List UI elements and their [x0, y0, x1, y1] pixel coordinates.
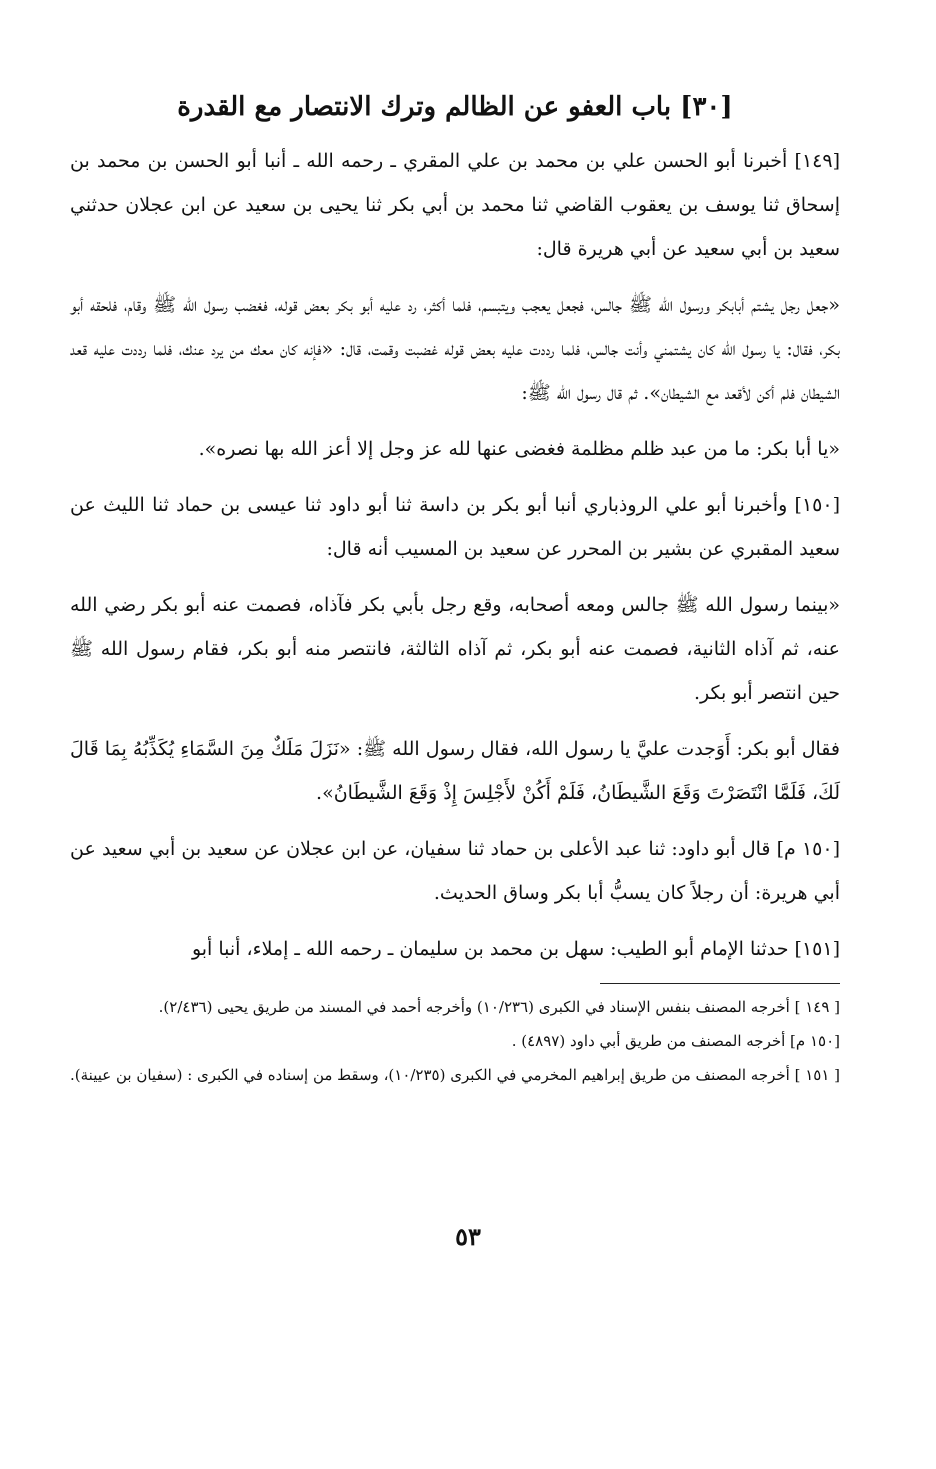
footnote-151: [ ١٥١ ] أخرجه المصنف من طريق إبراهيم المخرمي في الكبرى (١٠/٢٣٥)، وسقط من إسناده في الكبرى : (سفيان بن عيينة). [70, 1066, 840, 1084]
footnote-divider [600, 983, 840, 984]
hadith-150-continuation: فقال أبو بكر: أَوَجدت عليَّ يا رسول الله، فقال رسول الله ﷺ: «نَزَلَ مَلَكٌ مِنَ السَّمَاءِ يُكَذِّبُهُ بِمَا قَالَ لَكَ، فَلَمَّا انْتَصَرْتَ وَقَعَ الشَّيطَانُ، فَلَمْ أَكُنْ لأَجْلِسَ إِذْ وَقَعَ الشَّيطَانُ». [70, 738, 840, 804]
hadith-150m: [١٥٠ م] قال أبو داود: ثنا عبد الأعلى بن حماد ثنا سفيان، عن ابن عجلان عن سعيد بن أبي سعيد عن أبي هريرة: أن رجلاً كان يسبُّ أبا بكر وساق الحديث. [70, 838, 840, 904]
hadith-149-matn: «جعل رجل يشتم أبابكر ورسول الله ﷺ جالس، فجعل يعجب ويتبسم، فلما أكثر، رد عليه أبو بكر بعض قوله، فغضب رسول الله ﷺ وقام، فلحقه أبو بكر، فقال: يا رسول الله كان يشتمني وأنت جالس، فلما رددت عليه بعض قوله غضبت وقمت، قال: «فإنه كان معك من يرد عنك، فلما رددت عليه قعد الشيطان فلم أكن لأقعد مع الشيطان». ثم قال رسول الله ﷺ: [70, 294, 840, 404]
hadith-150-matn: «بينما رسول الله ﷺ جالس ومعه أصحابه، وقع رجل بأبي بكر فآذاه، فصمت عنه أبو بكر رضي الله عنه، ثم آذاه الثانية، فصمت عنه أبو بكر، ثم آذاه الثالثة، فانتصر منه أبو بكر، فقام رسول الله ﷺ حين انتصر أبو بكر. [70, 594, 840, 704]
hadith-149-saying: «يا أبا بكر: ما من عبد ظلم مظلمة فغضى عنها لله عز وجل إلا أعز الله بها نصره». [198, 438, 840, 460]
footnote-150m: [١٥٠ م] أخرجه المصنف من طريق أبي داود (٤٨٩٧) . [511, 1032, 840, 1050]
hadith-149-isnad: [١٤٩] أخبرنا أبو الحسن علي بن محمد بن علي المقري ـ رحمه الله ـ أنبا أبو الحسن بن محمد بن إسحاق ثنا يوسف بن يعقوب القاضي ثنا محمد بن أبي بكر ثنا يحيى بن سعيد عن ابن عجلان حدثني سعيد بن أبي سعيد عن أبي هريرة قال: [70, 150, 840, 260]
chapter-title: [٣٠] باب العفو عن الظالم وترك الانتصار مع القدرة [177, 92, 733, 122]
page-number: ٥٣ [455, 1222, 481, 1251]
hadith-150-isnad: [١٥٠] وأخبرنا أبو علي الروذباري أنبا أبو بكر بن داسة ثنا أبو داود ثنا عيسى بن حماد ثنا الليث عن سعيد المقبري عن بشير بن المحرر عن سعيد بن المسيب أنه قال: [70, 494, 840, 560]
footnotes [70, 992, 840, 1090]
footnote-149: [ ١٤٩ ] أخرجه المصنف بنفس الإسناد في الكبرى (١٠/٢٣٦) وأخرجه أحمد في المسند من طريق يحيى (٢/٤٣٦). [158, 998, 840, 1016]
page-body [70, 85, 840, 1094]
hadith-151-start: [١٥١] حدثنا الإمام أبو الطيب: سهل بن محمد بن سليمان ـ رحمه الله ـ إملاء، أنبا أبو [191, 938, 840, 960]
